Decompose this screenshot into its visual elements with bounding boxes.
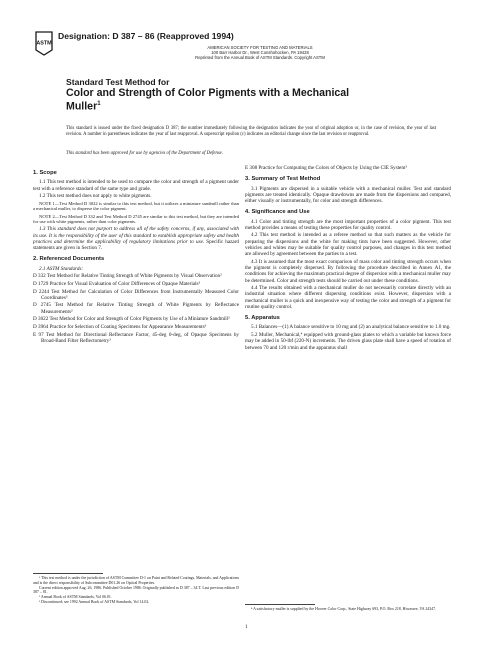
section-3-heading: 3. Summary of Test Method [245,176,321,183]
publisher-line-1: AMERICAN SOCIETY FOR TESTING AND MATERIALS [207,45,313,50]
paragraph-4-4: 4.4 The results obtained with a mechanical muller do not necessarily correlate directly with an industrial situation where different dispersing conditions exist. However, dispersion with a mechanical muller is a quick and inexpensive way of testing the color and strength of a pigment for routine quality control. [245,285,451,310]
paragraph-2-1: 2.1 ASTM Standards: [39,265,84,272]
note-2: NOTE 2—Test Method D 332 and Test Method D 2745 are similar to this test method, but they are intended for use with white pigments, rather than color pigments. [33,213,239,225]
left-column [33,170,239,346]
title-line-2 [66,88,386,113]
paragraph-5-2: 5.2 Muller, Mechanical,⁴ equipped with ground-glass plates to which a variable but known force may be added in 50-lbf (220-N) increments. The driven glass plate shall have a speed of rotation of between 70 and 120 r/min and the apparatus shall [245,332,451,351]
dod-approval-note: This standard has been approved for use by agencies of the Department of Defense. [66,151,223,156]
page-number: 1 [245,624,248,630]
title-footnote-mark: 1 [97,101,101,107]
paragraph-3-1: 3.1 Pigments are dispersed in a suitable vehicle with a mechanical muller. Test and standard pigments are treated identically. Opaque drawdowns are made from the dispersions and compared, either visually or instrumentally, for color and strength differences. [245,185,451,204]
footnote-divider [33,573,103,574]
designation-heading: Designation: D 387 – 86 (Reapproved 1994) [58,31,234,41]
paragraph-5-1: 5.1 Balances—(1) A balance sensitive to 10 mg and (2) an analytical balance sensitive to 1.0 mg. [251,324,451,331]
designation-notice: This standard is issued under the fixed designation D 387; the number immediately following the designation indicates the year of original adoption or, in the case of revision, the year of last revision. A number in parentheses indicates the year of last reapproval. A superscript epsilon (ε) indicates an editorial change since the last revision or reapproval. [66,126,436,137]
paragraph-1-1: 1.1 This test method is intended to be used to compare the color and strength of a pigment under test with a reference standard of the same type and grade. [33,179,239,192]
footnotes-right [245,607,451,612]
hazard-reference: Specific hazard statements are given in Section 7. [33,238,239,252]
paragraph-1-3 [33,226,239,251]
paragraph-4-1: 4.1 Color and tinting strength are the most important properties of a color pigment. This test method provides a means of testing these properties for quality control. [245,218,451,231]
safety-statement: 1.3 This standard does not purport to address all of the safety concerns, if any, associated with its use. It is the responsibility of the user of this standard to establish appropriate safety and health practices and determine the applicability of regulatory limitations prior to use. [33,226,239,245]
paragraph-4-3: 4.3 It is assumed that the most exact comparison of mass color and tinting strength occurs when the pigment is completely dispersed. By following the procedure described in Annex A1, the conditions for achieving the maximum practical degree of dispersion with a mechanical muller may be determined. Color and strength tests should be carried out under these conditions. [245,258,451,284]
section-4-heading: 4. Significance and Use [245,209,310,216]
reference-item: D 3964 Practice for Selection of Coating Specimens for Appearance Measurements³ [33,323,207,330]
right-column [245,165,451,352]
reference-item: D 3022 Test Method for Color and Strength of Color Pigments by Use of a Miniature Sandmill² [33,316,230,323]
footnote-3: ³ Discontinued; see 1992 Annual Book of ASTM Standards, Vol 14.02. [39,599,150,604]
section-5-heading: 5. Apparatus [245,315,280,322]
footnote-4: ⁴ A satisfactory muller is supplied by the Hoover Color Corp., State Highway 693, P.O. Box 218, Hiwassee, VA 24347. [251,607,437,611]
astm-logo [34,30,54,56]
section-1-heading: 1. Scope [33,170,57,176]
publisher-line-3: Reprinted from the Annual Book of ASTM Standards. Copyright ASTM [195,55,325,60]
reference-item: D 2244 Test Method for Calculation of Color Differences from Instrumentally Measured Color Coordinates³ [33,288,239,301]
reference-item: D 332 Test Method for Relative Tinting Strength of White Pigments by Visual Observation² [33,273,222,280]
footnote-2: ² Annual Book of ASTM Standards, Vol 06.01. [39,595,112,600]
title-line-1: Standard Test Method for [66,77,170,87]
footnotes-left [33,576,239,605]
paragraph-1-2: 1.2 This test method does not apply to white pigments. [39,193,152,200]
section-2-heading: 2. Referenced Documents [33,256,105,263]
reference-item: D 2745 Test Method for Relative Tinting Strength of White Pigments by Reflectance Measurements² [33,302,239,315]
reference-item: E 308 Practice for Computing the Colors of Objects by Using the CIE System³ [245,165,407,171]
footnote-1: ¹ This test method is under the jurisdiction of ASTM Committee D-1 on Paint and Related Coatings, Materials, and Applications and is the direct responsibility of Subcommittee D01.26 on Optical Properties. [33,576,239,585]
reference-item: E 97 Test Method for Directional Reflectance Factor, 45-deg 0-deg, of Opaque Specimens by Broad-Band Filter Reflectometry³ [33,331,239,344]
title-main-text: Color and Strength of Color Pigments with a Mechanical Muller [66,87,350,113]
paragraph-4-2: 4.2 This test method is intended as a referee method so that such matters as the vehicle for preparing the dispersions and the white for making tints have been suggested. However, other vehicles and whites may be suitable for quality control purposes, and changes in this test method are allowed by agreement between the parties to a test. [245,232,451,258]
footnote-edition: Current edition approved Aug. 26, 1986. Published October 1986. Originally published as D 387 – 34 T. Last previous edition D 387 – 81. [33,585,239,595]
reference-item: D 1729 Practice for Visual Evaluation of Color Differences of Opaque Materials³ [33,280,201,287]
document-title [66,77,386,113]
note-1: NOTE 1—Test Method D 3022 is similar to this test method, but it utilizes a miniature sandmill rather than a mechanical muller, to disperse the color pigment. [33,200,239,212]
publisher-line-2: 100 Barr Harbor Dr., West Conshohocken, PA 19428 [211,50,309,55]
logo-text: ASTM [36,40,52,47]
footnote-divider [245,604,315,605]
